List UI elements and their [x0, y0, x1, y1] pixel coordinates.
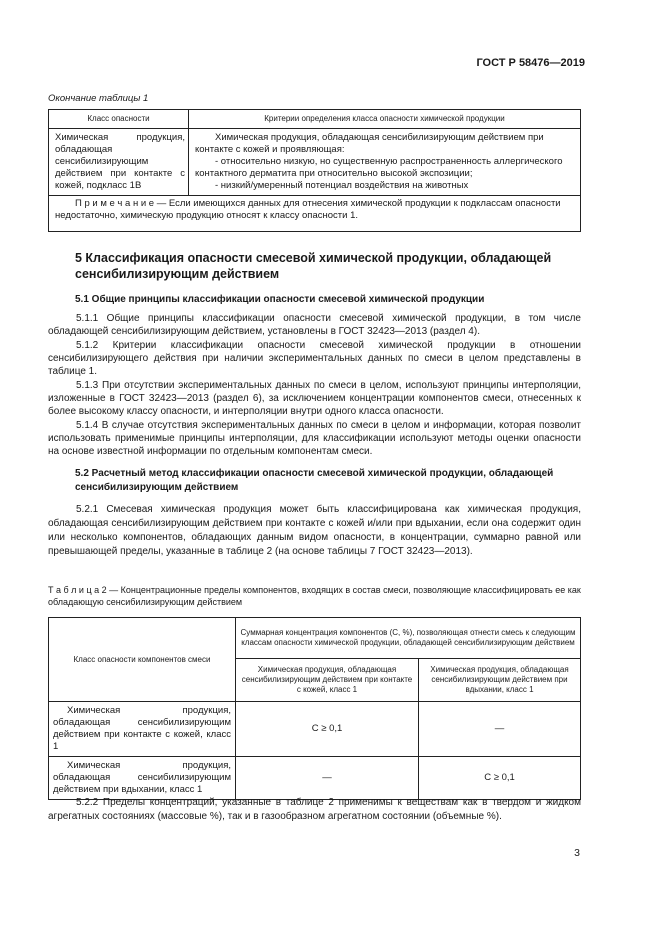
table2-row1-class	[49, 702, 236, 757]
paragraph-5-2-2: 5.2.2 Пределы концентраций, указанные в таблице 2 применимы к веществам как в твердом и жидком агрегатных состояниях (массовые %), так и в газообразном агрегатном состоянии (объемные %).	[48, 797, 581, 822]
table1-col1-header: Класс опасности	[49, 110, 189, 129]
section51-title: 5.1 Общие принципы классификации опасности смесевой химической продукции	[75, 294, 485, 305]
criteria-intro: Химическая продукция, обладающая сенсибилизирующим действием при контакте с кожей и проявляющая:	[195, 132, 544, 155]
criteria-item: - относительно низкую, но существенную распространенность аллергического контактного дерматита при относительно высокой экспозиции;	[195, 156, 563, 179]
table1-continuation-label: Окончание таблицы 1	[48, 93, 149, 104]
table1-note	[49, 196, 581, 232]
paragraph-5-1-2: 5.1.2 Критерии классификации опасности смесевой химической продукции в отношении сенсибилизирующего действия при наличии экспериментальных данных по смеси в целом представлены в таблице 1.	[48, 340, 581, 377]
table1-row	[49, 129, 581, 196]
table2-row2-inhal: C ≥ 0,1	[419, 757, 581, 800]
table1-class-cell: Химическая продукция, обладающая сенсибилизирующим действием при контакте с кожей, подкласс 1В	[49, 129, 189, 196]
section5-title	[48, 250, 588, 282]
table2-row2-skin: —	[236, 757, 419, 800]
table2-row1-class-text: Химическая продукция, обладающая сенсибилизирующим действием при контакте с кожей, класс 1	[53, 705, 231, 752]
table1-header-row	[49, 110, 581, 129]
table2-row2-class	[49, 757, 236, 800]
table1-col2-header: Критерии определения класса опасности химической продукции	[189, 110, 581, 129]
criteria-item: - низкий/умеренный потенциал воздействия на животных	[215, 180, 469, 191]
note-label: П р и м е ч а н и е	[75, 198, 155, 209]
standard-header: ГОСТ Р 58476—2019	[476, 57, 585, 69]
section5-title-text: 5 Классификация опасности смесевой химической продукции, обладающей сенсибилизирующим действием	[75, 251, 552, 281]
table2-header-row	[49, 618, 581, 659]
table1-note-row	[49, 196, 581, 232]
paragraph-5-2-1: 5.2.1 Смесевая химическая продукция может быть классифицирована как химическая продукция, обладающая сенсибилизирующим действием при контакте с кожей и/или при вдыхании, если она содержит один или несколько компонентов, обладающих данным видом опасности, в концентрации, суммарно равной или превышающей пределы, указанные в таблице 2 (на основе таблицы 7 ГОСТ 32423—2013).	[48, 504, 581, 557]
table2-caption-label: Т а б л и ц а 2	[48, 585, 107, 595]
table2-row2-class-text: Химическая продукция, обладающая сенсибилизирующим действием при вдыхании, класс 1	[53, 760, 231, 795]
table2-row1-inhal: —	[419, 702, 581, 757]
paragraph-5-1-3: 5.1.3 При отсутствии экспериментальных данных по смеси в целом, используют принципы интерполяции, изложенные в ГОСТ 32423—2013 (раздел 6), за исключением концентрации компонентов смеси, отнесенных к более высокому классу опасности, и интерполяции внутри одного класса опасности.	[48, 380, 581, 417]
note-text: — Если имеющихся данных для отнесения химической продукции к подклассам опасности недостаточно, химическую продукцию относят к классу опасности 1.	[55, 198, 561, 221]
paragraph-5-1-4: 5.1.4 В случае отсутствия экспериментальных данных по смеси в целом и информации, которая позволит использовать применимые принципы интерполяции, для классификации используют методы оценки опасности на основе известной информации по отдельным компонентам смеси.	[48, 420, 581, 457]
table2-row1-skin: C ≥ 0,1	[236, 702, 419, 757]
table2-col1-header: Класс опасности компонентов смеси	[49, 618, 236, 702]
table2-row	[49, 757, 581, 800]
table2-group-header: Суммарная концентрация компонентов (C, %), позволяющая отнести смесь к следующим классам опасности химической продукции, обладающей сенсибилизирующим действием	[236, 618, 581, 659]
page-number: 3	[574, 847, 580, 859]
table2	[48, 617, 581, 800]
table2-caption	[48, 584, 581, 608]
table2-row	[49, 702, 581, 757]
table2-caption-text: — Концентрационные пределы компонентов, входящих в состав смеси, позволяющие классифицировать ее как обладающую сенсибилизирующим действием	[48, 585, 581, 607]
section52-title: 5.2 Расчетный метод классификации опасности смесевой химической продукции, обладающей сенсибилизирующим действием	[75, 468, 554, 493]
table2-sub2-header: Химическая продукция, обладающая сенсибилизирующим действием при вдыхании, класс 1	[419, 659, 581, 702]
table2-sub1-header: Химическая продукция, обладающая сенсибилизирующим действием при контакте с кожей, класс 1	[236, 659, 419, 702]
table1-criteria-cell	[189, 129, 581, 196]
paragraph-5-1-1: 5.1.1 Общие принципы классификации опасности смесевой химической продукции, в том числе обладающей сенсибилизирующим действием, установлены в ГОСТ 32423—2013 (раздел 4).	[48, 313, 581, 337]
table1	[48, 109, 581, 232]
